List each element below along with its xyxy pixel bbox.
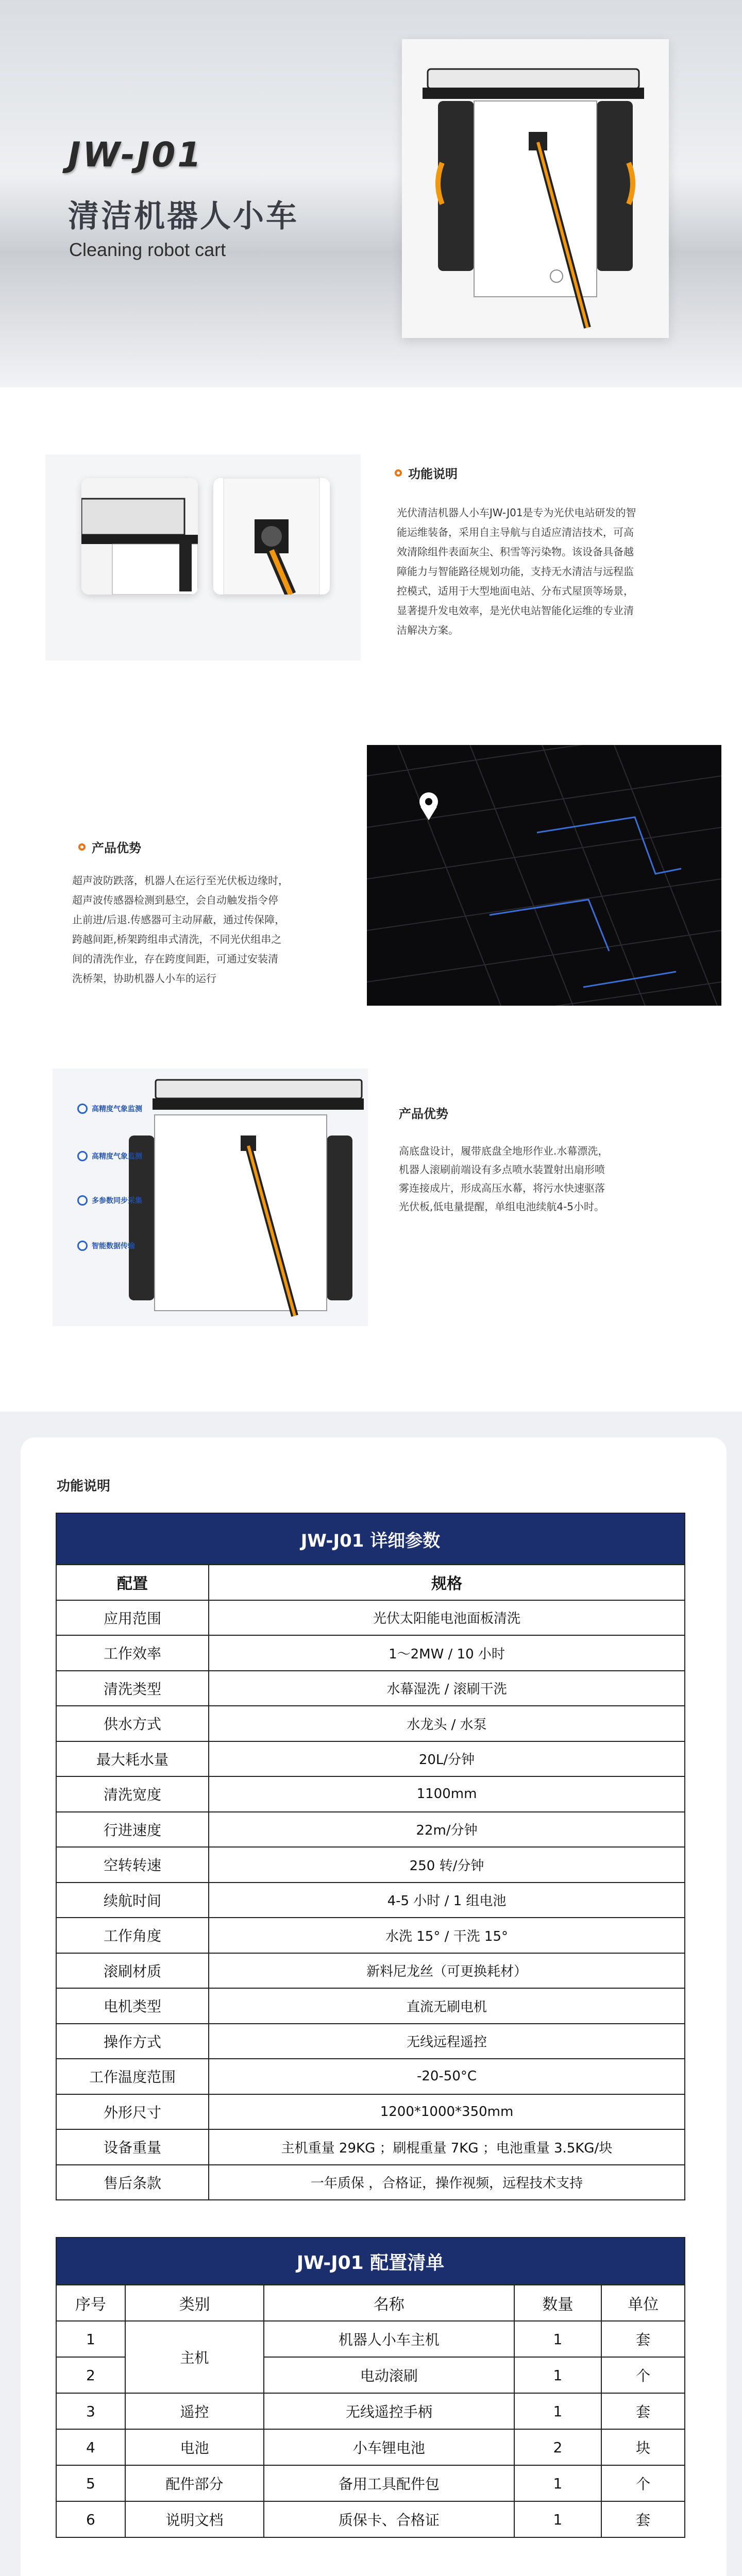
config-cell-name: 电动滚刷 xyxy=(264,2357,514,2393)
config-cell-cat: 遥控 xyxy=(125,2393,264,2429)
params-row xyxy=(56,2129,685,2165)
feature-tag xyxy=(77,1241,135,1251)
config-cell-unit: 套 xyxy=(601,2321,685,2357)
section1-description xyxy=(397,503,636,640)
params-value-cell: 1～2MW / 10 小时 xyxy=(209,1635,685,1671)
params-value-cell: 新料尼龙丝（可更换耗材） xyxy=(209,1953,685,1989)
section2-heading-text: 产品优势 xyxy=(92,841,141,855)
params-row xyxy=(56,2059,685,2094)
section2-line: 超声波传感器检测到悬空，会自动触发指令停 xyxy=(72,894,278,906)
config-cell-no: 5 xyxy=(56,2465,125,2501)
params-key-cell: 空转转速 xyxy=(56,1847,209,1883)
robot-photo xyxy=(402,39,669,338)
params-row xyxy=(56,1671,685,1706)
params-row xyxy=(56,1741,685,1777)
config-cell-qty: 2 xyxy=(514,2429,602,2465)
params-key-cell: 最大耗水量 xyxy=(56,1741,209,1777)
config-table xyxy=(56,2237,685,2538)
feature-tag xyxy=(77,1151,142,1161)
section3-description xyxy=(399,1142,608,1216)
config-cell-cat: 电池 xyxy=(125,2429,264,2465)
params-value-cell: -20-50°C xyxy=(209,2059,685,2094)
params-key-cell: 外形尺寸 xyxy=(56,2094,209,2130)
params-value-cell: 1100mm xyxy=(209,1776,685,1812)
feature-ring-icon xyxy=(77,1195,88,1206)
config-header-cell: 单位 xyxy=(601,2285,685,2321)
config-cell-no: 1 xyxy=(56,2321,125,2357)
section1-line: 光伏清洁机器人小车JW-J01是专为光伏电站研发的智 xyxy=(397,506,636,519)
params-value-cell: 250 转/分钟 xyxy=(209,1847,685,1883)
params-value-cell: 水龙头 / 水泵 xyxy=(209,1706,685,1741)
section1-line: 控模式，适用于大型地面电站、分布式屋顶等场景， xyxy=(397,585,634,597)
params-row xyxy=(56,2024,685,2059)
params-row xyxy=(56,1918,685,1953)
hero-title-cn: 清洁机器人小车 xyxy=(68,198,299,234)
params-value-cell: 主机重量 29KG ；刷棍重量 7KG ；电池重量 3.5KG/块 xyxy=(209,2129,685,2165)
params-key-cell: 设备重量 xyxy=(56,2129,209,2165)
params-value-cell: 1200*1000*350mm xyxy=(209,2094,685,2130)
params-row xyxy=(56,2165,685,2200)
feature-tag-label: 高精度气象监测 xyxy=(92,1153,142,1161)
hero-banner xyxy=(0,0,742,387)
config-cell-name: 质保卡、合格证 xyxy=(264,2501,514,2537)
feature-ring-icon xyxy=(77,1104,88,1114)
robot-cart-illustration xyxy=(402,39,669,338)
detail-photo-panel xyxy=(45,454,361,660)
params-row xyxy=(56,1776,685,1812)
section1-heading-text: 功能说明 xyxy=(408,467,458,481)
section1-line: 能运维装备，采用自主导航与自适应清洁技术，可高 xyxy=(397,526,634,538)
feature-ring-icon xyxy=(77,1241,88,1251)
params-value-cell: 水洗 15° / 干洗 15° xyxy=(209,1918,685,1953)
solar-panel-grid-illustration xyxy=(367,745,721,1006)
params-key-cell: 售后条款 xyxy=(56,2165,209,2200)
config-header-cell: 类别 xyxy=(125,2285,264,2321)
config-cell-unit: 个 xyxy=(601,2357,685,2393)
params-value-cell: 4-5 小时 / 1 组电池 xyxy=(209,1883,685,1918)
section2-line: 洗桥架，协助机器人小车的运行 xyxy=(72,972,216,985)
hero-model: JW-J01 xyxy=(68,135,204,175)
params-row xyxy=(56,1847,685,1883)
config-cell-qty: 1 xyxy=(514,2465,602,2501)
params-value-cell: 光伏太阳能电池面板清洗 xyxy=(209,1600,685,1636)
config-cell-no: 2 xyxy=(56,2357,125,2393)
config-cell-unit: 套 xyxy=(601,2501,685,2537)
config-cell-cat: 配件部分 xyxy=(125,2465,264,2501)
config-caption: JW-J01 配置清单 xyxy=(56,2238,685,2285)
config-cell-no: 6 xyxy=(56,2501,125,2537)
config-row xyxy=(56,2321,685,2357)
section2-line: 超声波防跌落，机器人在运行至光伏板边缘时， xyxy=(72,874,289,887)
params-key-cell: 应用范围 xyxy=(56,1600,209,1636)
section1-line: 效清除组件表面灰尘、积雪等污染物。该设备具备越 xyxy=(397,546,634,558)
config-cell-cat: 主机 xyxy=(125,2321,264,2393)
params-key-cell: 电机类型 xyxy=(56,1988,209,2024)
params-row xyxy=(56,1600,685,1636)
params-value-cell: 无线远程遥控 xyxy=(209,2024,685,2059)
section3-line: 高底盘设计，履带底盘全地形作业.水幕漂洗， xyxy=(399,1145,609,1157)
feature-tag-label: 高精度气象监测 xyxy=(92,1105,142,1113)
params-row xyxy=(56,1883,685,1918)
params-row xyxy=(56,1635,685,1671)
params-row xyxy=(56,1706,685,1741)
config-header-cell: 名称 xyxy=(264,2285,514,2321)
params-value-cell: 直流无刷电机 xyxy=(209,1988,685,2024)
config-cell-qty: 1 xyxy=(514,2321,602,2357)
params-key-cell: 供水方式 xyxy=(56,1706,209,1741)
config-header-cell: 序号 xyxy=(56,2285,125,2321)
params-key-cell: 清洗宽度 xyxy=(56,1776,209,1812)
detail-thumb-brush xyxy=(81,478,198,595)
feature-tag-label: 多参数同步采集 xyxy=(92,1197,142,1205)
solar-grid-photo xyxy=(367,745,721,1006)
params-header-cell: 规格 xyxy=(209,1565,685,1600)
section2-line: 间的清洗作业，存在跨度间距，可通过安装清 xyxy=(72,953,278,965)
params-key-cell: 工作效率 xyxy=(56,1635,209,1671)
config-row xyxy=(56,2393,685,2429)
params-key-cell: 操作方式 xyxy=(56,2024,209,2059)
params-row xyxy=(56,1953,685,1989)
section1-line: 显著提升发电效率，是光伏电站智能化运维的专业清 xyxy=(397,604,634,617)
mount-detail-illustration xyxy=(213,478,330,595)
section3-heading-text: 产品优势 xyxy=(399,1107,448,1121)
params-key-cell: 续航时间 xyxy=(56,1883,209,1918)
feature-tag xyxy=(77,1104,142,1114)
config-header-row xyxy=(56,2285,685,2321)
config-cell-name: 小车锂电池 xyxy=(264,2429,514,2465)
feature-photo-panel xyxy=(53,1069,368,1326)
config-row xyxy=(56,2465,685,2501)
section2-line: 跨越间距,桥架跨组串式清洗，不同光伏组串之 xyxy=(72,933,282,945)
config-cell-no: 4 xyxy=(56,2429,125,2465)
config-cell-unit: 个 xyxy=(601,2465,685,2501)
feature-tag-label: 智能数据传输 xyxy=(92,1242,135,1250)
config-cell-qty: 1 xyxy=(514,2357,602,2393)
config-row xyxy=(56,2501,685,2537)
params-header-row xyxy=(56,1565,685,1600)
params-value-cell: 一年质保 ，合格证，操作视频，远程技术支持 xyxy=(209,2165,685,2200)
params-header-cell: 配置 xyxy=(56,1565,209,1600)
config-cell-name: 机器人小车主机 xyxy=(264,2321,514,2357)
config-cell-unit: 块 xyxy=(601,2429,685,2465)
section2-line: 止前进/后退.传感器可主动屏蔽，通过传保障， xyxy=(72,913,285,926)
section3-line: 光伏板,低电量提醒，单组电池续航4-5小时。 xyxy=(399,1200,605,1213)
params-key-cell: 清洗类型 xyxy=(56,1671,209,1706)
config-header-cell: 数量 xyxy=(514,2285,602,2321)
config-cell-no: 3 xyxy=(56,2393,125,2429)
detail-thumb-mount xyxy=(213,478,330,595)
section3-line: 机器人滚刷前端设有多点喷水装置射出扇形喷 xyxy=(399,1163,605,1176)
params-key-cell: 工作角度 xyxy=(56,1918,209,1953)
hero-title-en: Cleaning robot cart xyxy=(69,239,226,260)
params-key-cell: 工作温度范围 xyxy=(56,2059,209,2094)
params-value-cell: 水幕湿洗 / 滚刷干洗 xyxy=(209,1671,685,1706)
bullet-dot-icon xyxy=(395,469,402,477)
params-caption: JW-J01 详细参数 xyxy=(56,1513,685,1565)
brush-detail-illustration xyxy=(81,478,198,595)
section3-line: 雾连接成片，形成高压水幕，将污水快速驱落 xyxy=(399,1182,605,1194)
params-value-cell: 20L/分钟 xyxy=(209,1741,685,1777)
params-table xyxy=(56,1513,685,2200)
config-row xyxy=(56,2429,685,2465)
params-key-cell: 滚刷材质 xyxy=(56,1953,209,1989)
config-caption-row xyxy=(56,2238,685,2285)
section-heading-advantage-2 xyxy=(399,1104,448,1122)
params-value-cell: 22m/分钟 xyxy=(209,1812,685,1848)
params-row xyxy=(56,1812,685,1848)
config-cell-qty: 1 xyxy=(514,2393,602,2429)
config-cell-name: 无线遥控手柄 xyxy=(264,2393,514,2429)
section1-line: 障能力与智能路径规划功能，支持无水清洁与远程监 xyxy=(397,565,634,578)
feature-ring-icon xyxy=(77,1151,88,1161)
bullet-dot-icon xyxy=(78,843,86,851)
section-heading-function xyxy=(395,464,458,482)
params-row xyxy=(56,2094,685,2130)
config-cell-qty: 1 xyxy=(514,2501,602,2537)
section-heading-advantage xyxy=(78,838,141,856)
config-cell-name: 备用工具配件包 xyxy=(264,2465,514,2501)
feature-tag xyxy=(77,1195,142,1206)
params-row xyxy=(56,1988,685,2024)
section1-line: 洁解决方案。 xyxy=(397,624,459,636)
config-cell-cat: 说明文档 xyxy=(125,2501,264,2537)
params-caption-row xyxy=(56,1513,685,1565)
params-key-cell: 行进速度 xyxy=(56,1812,209,1848)
spec-panel-label: 功能说明 xyxy=(57,1479,111,1494)
config-cell-unit: 套 xyxy=(601,2393,685,2429)
section2-description xyxy=(72,871,289,988)
